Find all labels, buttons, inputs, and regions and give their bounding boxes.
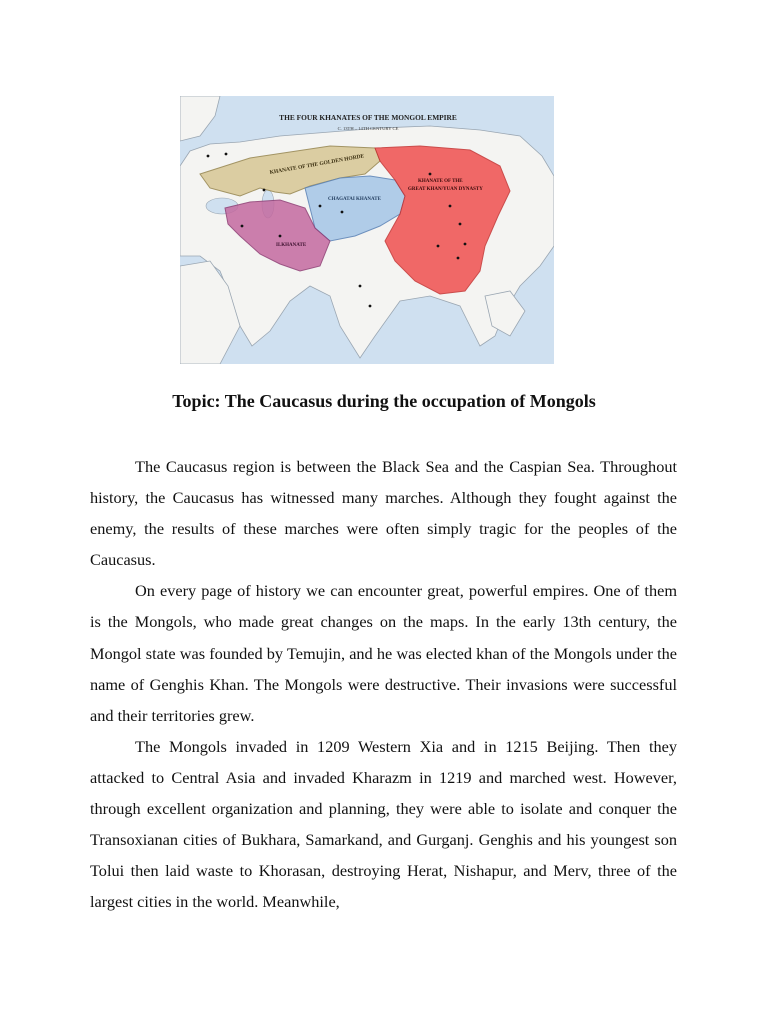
map-subtitle: C. 13TH – 14TH CENTURY CE: [337, 126, 399, 131]
document-title: Topic: The Caucasus during the occupation of Mongols: [172, 391, 596, 411]
city-dot: [457, 257, 460, 260]
city-dot: [241, 225, 244, 228]
city-dot: [449, 205, 452, 208]
golden-horde-label: KHANATE OF THE GOLDEN HORDE: [269, 153, 365, 176]
city-dot: [207, 155, 210, 158]
chagatai-label: CHAGATAI KHANATE: [328, 197, 381, 202]
paragraph-3: The Mongols invaded in 1209 Western Xia and in 1215 Beijing. Then they attacked to Central Asia and invaded Kharazm in 1219 and marched west. However, through excellent organization and planning, they were able to isolate and conquer the Transoxianan cities of Bukhara, Samarkand, and Gurganj. Genghis and his youngest son Tolui then laid waste to Khorasan, destroying Herat, Nishapur, and Merv, three of the largest cities in the world. Meanwhile,: [90, 736, 677, 912]
city-dot: [341, 211, 344, 214]
mongol-khanates-map: [180, 96, 554, 364]
city-dot: [225, 153, 228, 156]
city-dot: [464, 243, 467, 246]
yuan-label-line1: KHANATE OF THE: [418, 179, 463, 184]
map-title: THE FOUR KHANATES OF THE MONGOL EMPIRE: [279, 113, 457, 122]
ilkhanate-label: ILKHANATE: [276, 243, 307, 248]
city-dot: [319, 205, 322, 208]
document-body: [90, 451, 677, 917]
city-dot: [359, 285, 362, 288]
city-dot: [459, 223, 462, 226]
city-dot: [437, 245, 440, 248]
city-dot: [369, 305, 372, 308]
paragraph-2: On every page of history we can encounter great, powerful empires. One of them is the Mongols, who made great changes on the maps. In the early 13th century, the Mongol state was founded by Temujin, and he was elected khan of the Mongols under the name of Genghis Khan. The Mongols were destructive. Their invasions were successful and their territories grew.: [90, 581, 677, 725]
city-dot: [263, 189, 266, 192]
yuan-label-line2: GREAT KHAN/YUAN DYNASTY: [408, 187, 483, 192]
city-dot: [429, 173, 432, 176]
paragraph-1: The Caucasus region is between the Black Sea and the Caspian Sea. Throughout history, the Caucasus has witnessed many marches. Although they fought against the enemy, the results of these marches were often simply tragic for the peoples of the Caucasus.: [90, 457, 677, 570]
city-dot: [279, 235, 282, 238]
map-svg: [180, 96, 554, 364]
